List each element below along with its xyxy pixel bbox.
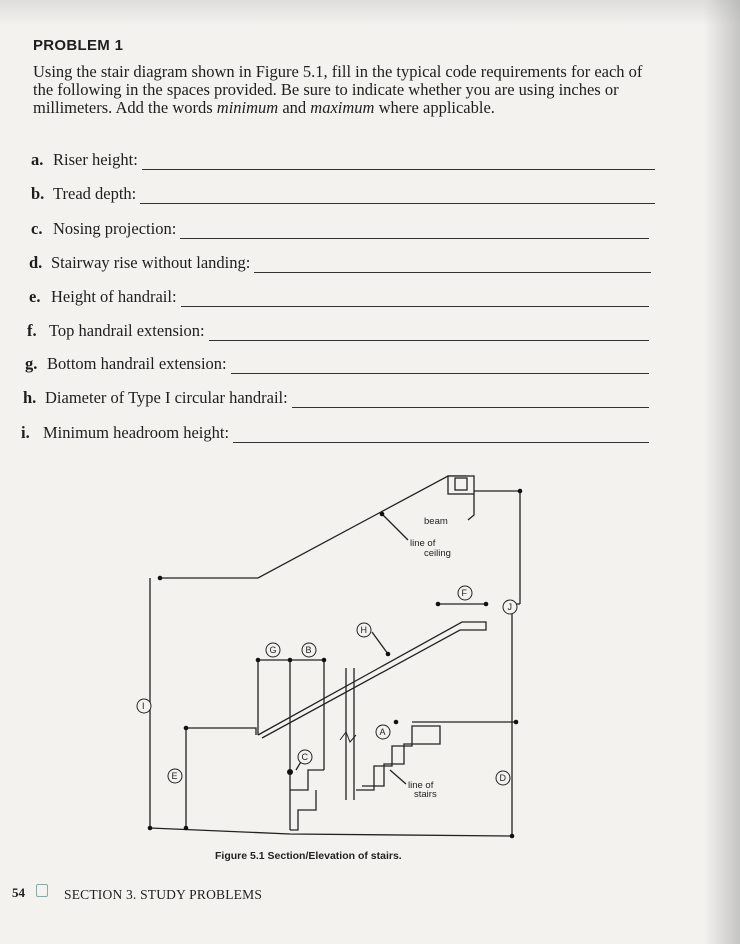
callout-e [168,769,182,783]
question-a [31,146,655,170]
svg-text:I: I [142,701,145,711]
question-c [31,215,649,239]
callout-g [266,643,280,657]
question-b [31,180,655,204]
line-of-ceiling-label-2: ceiling [424,548,451,559]
lower-stairs [290,770,324,830]
figure-caption: Figure 5.1 Section/Elevation of stairs. [215,850,402,862]
question-text: Riser height: [53,150,138,169]
beam [448,476,474,494]
problem-instructions [33,63,663,117]
answer-line[interactable] [181,292,649,307]
floor-line [150,828,510,836]
question-letter: i. [21,423,30,442]
question-h [23,384,649,408]
svg-text:E: E [171,771,178,781]
answer-line[interactable] [231,359,649,374]
answer-line[interactable] [209,326,649,341]
question-d [29,249,651,273]
line-of-stairs-label-2: stairs [414,789,437,800]
section-footer: SECTION 3. STUDY PROBLEMS [64,887,263,902]
svg-text:H: H [360,625,367,635]
answer-line[interactable] [180,224,649,239]
question-text: Diameter of Type I circular handrail: [45,388,288,407]
question-text: Top handrail extension: [49,321,205,340]
svg-text:J: J [507,602,512,612]
question-text: Nosing projection: [53,219,177,238]
lower-landing [186,728,256,735]
question-text: Minimum headroom height: [43,423,230,442]
line-of-ceiling-label-1: line of [410,538,436,549]
instructions-text-2: where applicable. [374,98,495,117]
question-letter: c. [31,219,43,238]
svg-text:D: D [499,773,506,783]
answer-line[interactable] [254,258,651,273]
question-text: Bottom handrail extension: [47,354,227,373]
dimension-dots [148,489,523,839]
callout-j [503,600,517,614]
beam-label: beam [424,516,448,527]
instructions-emphasis-maximum: maximum [310,98,375,117]
question-letter: f. [27,321,37,340]
question-letter: d. [29,253,43,272]
handrail [258,622,486,738]
stair-diagram [0,460,740,880]
callout-h [357,623,371,637]
answer-line[interactable] [292,393,649,408]
question-f [27,317,649,341]
svg-text:G: G [269,645,277,655]
instructions-text-and: and [278,98,311,117]
svg-text:B: B [305,645,312,655]
instructions-emphasis-minimum: minimum [216,98,279,117]
question-e [29,283,649,307]
question-letter: a. [31,150,44,169]
callout-d [496,771,510,785]
question-i [21,419,649,443]
question-text: Tread depth: [53,184,137,203]
question-letter: h. [23,388,37,407]
question-letter: e. [29,287,41,306]
question-text: Height of handrail: [51,287,177,306]
question-g [25,350,649,374]
question-letter: b. [31,184,45,203]
footer-box-icon [36,884,48,897]
question-letter: g. [25,354,38,373]
answer-line[interactable] [142,155,655,170]
callout-a [376,725,390,739]
callout-i [137,699,151,713]
page-number: 54 [12,885,25,900]
page-top-shadow [0,0,740,26]
line-of-stairs-label-1: line of [408,780,434,791]
callout-f [458,586,472,600]
callout-c [298,750,312,764]
instructions-text-1: Using the stair diagram shown in Figure 5.1, fill in the typical code requirements for each of the following in the spaces provided. Be sure to indicate whether you are using inches or millimeters. Add the words [33,62,643,117]
answer-line[interactable] [233,428,649,443]
answer-line[interactable] [140,189,655,204]
svg-text:A: A [379,727,386,737]
problem-title: PROBLEM 1 [33,37,124,54]
svg-text:F: F [461,588,467,598]
svg-text:C: C [301,752,308,762]
callout-b [302,643,316,657]
question-text: Stairway rise without landing: [51,253,251,272]
